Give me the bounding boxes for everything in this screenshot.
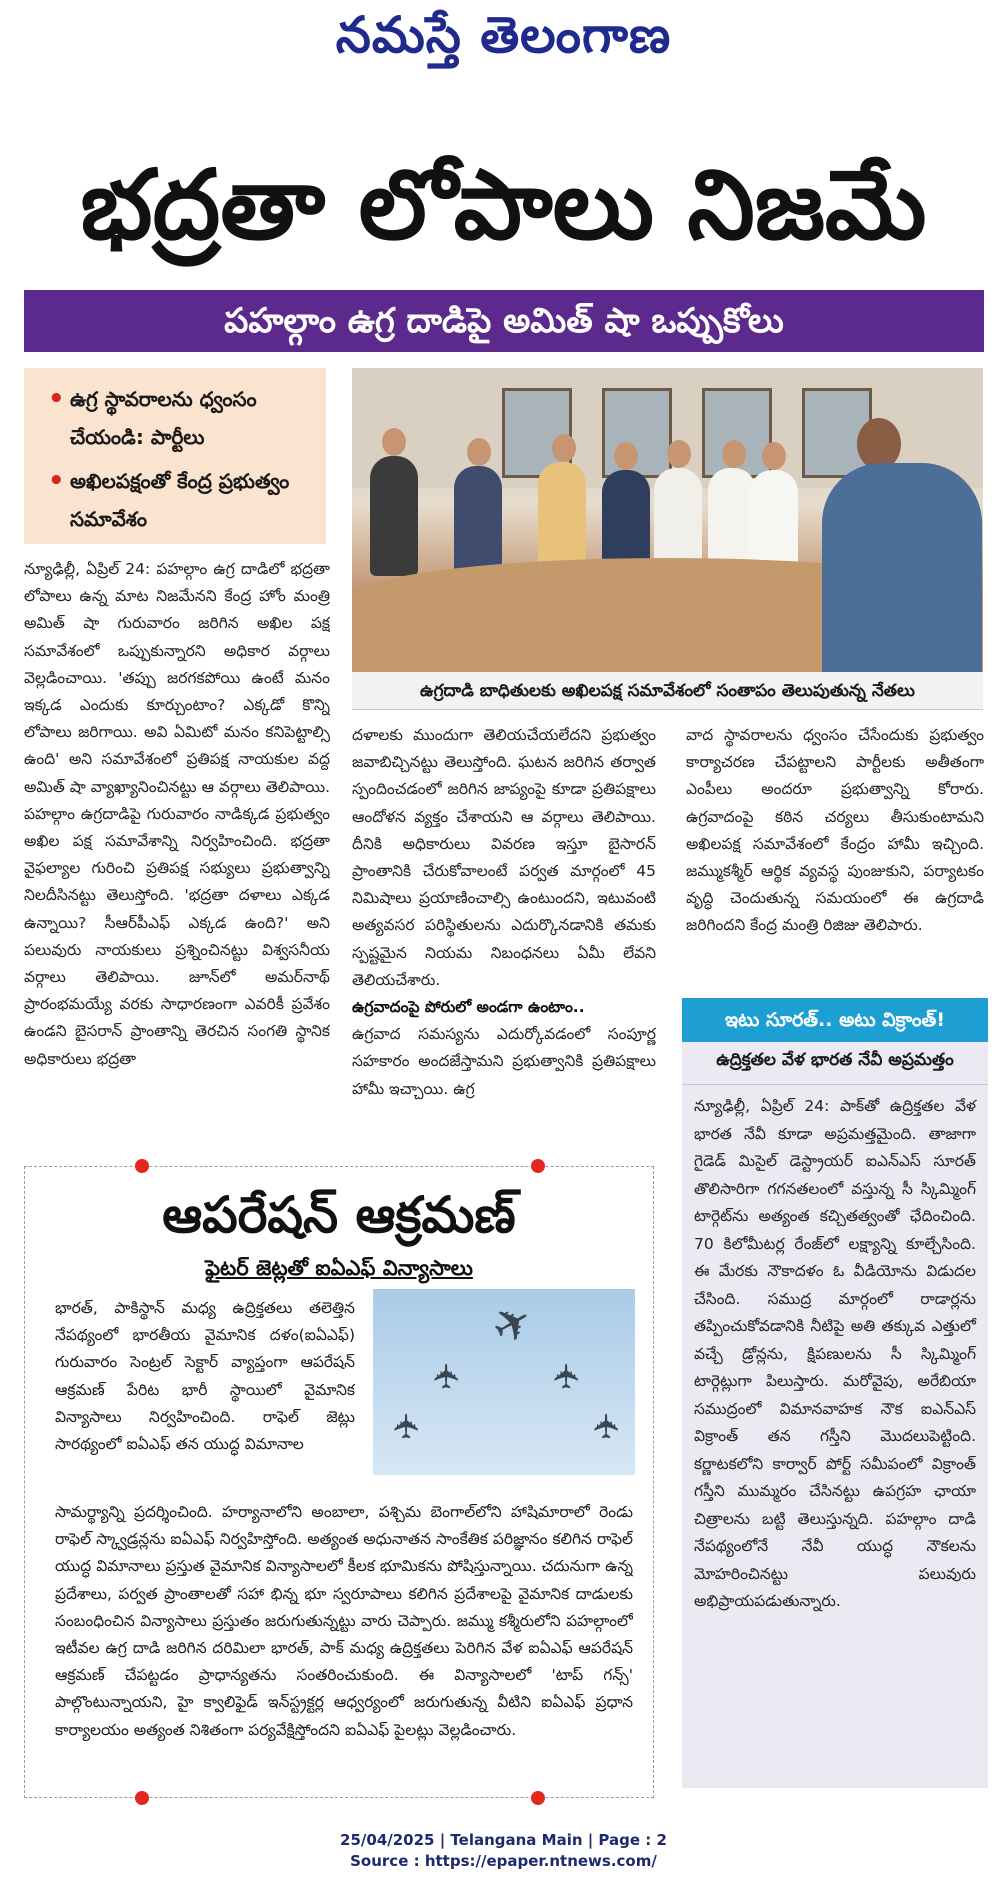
person-figure [370, 456, 418, 576]
person-figure [654, 468, 702, 568]
operation-box [24, 1166, 654, 1798]
meeting-photo [352, 368, 983, 672]
person-figure [454, 466, 502, 576]
person-head [722, 440, 746, 468]
jet-icon: ✈ [587, 1411, 628, 1441]
person-figure [538, 462, 586, 572]
person-head [614, 442, 638, 470]
main-headline: భద్రతా లోపాలు నిజమే [80, 148, 927, 261]
jet-icon: ✈ [482, 1290, 543, 1358]
corner-dot [531, 1791, 545, 1805]
jets-photo [373, 1289, 635, 1475]
person-head [382, 428, 406, 456]
person-figure [708, 468, 756, 568]
jet-icon: ✈ [547, 1361, 588, 1391]
bullet-list [40, 380, 316, 538]
person-head [762, 442, 786, 470]
person-figure [822, 463, 982, 672]
bullet-box [24, 368, 326, 544]
photo-window [602, 388, 672, 478]
main-story-column-1: న్యూఢిల్లీ, ఏప్రిల్ 24: పహల్గాం ఉగ్ర దాడిలో భద్రతా లోపాలు ఉన్న మాట నిజమేనని కేంద్ర హోం మంత్రి అమిత్ షా గురువారం జరిగిన అఖిల పక్ష సమావేశంలో ఒప్పుకున్నారని అధికార వర్గాలు వెల్లడించాయి. 'తప్పు జరగకపోయి ఉంటే మనం ఇక్కడ ఎందుకు కూర్చుంటాం? ఎక్కడో కొన్ని లోపాలు జరిగాయి. అవి ఏమిటో మనం కనిపెట్టాల్సి ఉంది' అని సమావేశంలో ప్రతిపక్ష నాయకుల వద్ద అమిత్ షా వ్యాఖ్యానించినట్టు ఆ వర్గాలు తెలిపాయి. పహల్గాం ఉగ్రదాడిపై గురువారం నాడిక్కడ ప్రభుత్వం అఖిల పక్ష సమావేశాన్ని నిర్వహించింది. భద్రతా వైఫల్యాల గురించి ప్రతిపక్ష సభ్యులు ప్రభుత్వాన్ని నిలదీసినట్టు తెలుస్తోంది. 'భద్రతా దళాలు ఎక్కడ ఉన్నాయి? సీఆర్‌పీఎఫ్ ఎక్కడ ఉంది?' అని పలువురు నాయకులు ప్రశ్నించినట్టు విశ్వసనీయ వర్గాలు తెలిపాయి. జూన్‌లో అమర్‌నాథ్ ప్రారంభమయ్యే వరకు సాధారణంగా ఎవరికీ ప్రవేశం ఉండని బైసరాన్ ప్రాంతాన్ని తెరచిన సంగతి స్థానిక అధికారులు భద్రతా [24, 560, 330, 1068]
subheadline-bar: పహల్గాం ఉగ్ర దాడిపై అమిత్ షా ఒప్పుకోలు [24, 290, 984, 352]
person-figure [750, 470, 798, 566]
operation-text: భారత్, పాకిస్థాన్ మధ్య ఉద్రిక్తతలు తలెత్తిన నేపథ్యంలో భారతీయ వైమానిక దళం(ఐఏఎఫ్) గురువారం సెంట్రల్ సెక్టార్ వ్యాప్తంగా ఆపరేషన్ ఆక్రమణ్ పేరిట భారీ స్థాయిలో వైమానిక విన్యాసాలు నిర్వహించింది. రాఫెల్ జెట్లు సారథ్యంలో ఐఏఎఫ్ తన యుద్ధ విమానాల [55, 1299, 355, 1454]
person-head [667, 440, 691, 468]
main-story-text: దళాలకు ముందుగా తెలియచేయలేదని ప్రభుత్వం జవాబిచ్చినట్టు తెలుస్తోంది. ఘటన జరిగిన తర్వాత స్పందించడంలో జరిగిన జాప్యంపై కూడా ప్రతిపక్షాలు ఆందోళన వ్యక్తం చేశాయని ఆ వర్గాలు తెలిపాయి. దీనికి అధికారులు వివరణ ఇస్తూ బైసారన్ ప్రాంతానికి చేరుకోవాలంటే పర్వత మార్గంలో 45 నిమిషాలు ప్రయాణించాల్సి ఉంటుందని, ఇటువంటి అత్యవసర పరిస్థితులను ఎదుర్కొనడానికి తమకు స్పష్టమైన నియమ నిబంధనలు ఏమీ లేవని తెలియచేశారు. [352, 726, 656, 989]
person-figure [602, 470, 650, 570]
operation-title: ఆపరేషన్ ఆక్రమణ్ [162, 1185, 516, 1244]
operation-subtitle: ఫైటర్ జెట్లతో ఐఏఎఫ్ విన్యాసాలు [205, 1256, 473, 1280]
navy-sidebar [682, 998, 988, 1788]
photo-caption: ఉగ్రదాడి బాధితులకు అఖిలపక్ష సమావేశంలో సంతాపం తెలుపుతున్న నేతలు [352, 672, 983, 710]
main-story-subhead: ఉగ్రవాదంపై పోరులో అండగా ఉంటాం.. [352, 998, 585, 1017]
operation-text: సామర్థ్యాన్ని ప్రదర్శించింది. హర్యానాలోని అంబాలా, పశ్చిమ బెంగాల్‌లోని హాషిమారాలో రెండు రాఫెల్ స్క్వాడ్రన్లను ఐఏఎఫ్ నిర్వహిస్తోంది. అత్యంత అధునాతన సాంకేతిక పరిజ్ఞానం కలిగిన రాఫెల్ యుద్ధ విమానాలు ప్రస్తుత వైమానిక విన్యాసాలలో కీలక భూమికను పోషిస్తున్నాయి. చదునుగా ఉన్న ప్రదేశాలు, పర్వత ప్రాంతాలతో సహా భిన్న భూ స్వరూపాలు కలిగిన ప్రదేశాలపై వైమానిక దాడులకు సంబంధించిన విన్యాసాలు ప్రస్తుతం జరుగుతున్నట్టు వారు చెప్పారు. జమ్ము కశ్మీరులోని పహల్గాంలో ఇటీవల ఉగ్ర దాడి జరిగిన దరిమిలా భారత్, పాక్ మధ్య ఉద్రిక్తతలు పెరిగిన వేళ ఐఏఎఫ్ ఆపరేషన్ ఆక్రమణ్ చేపట్టడం ప్రాధాన్యతను సంతరించుకుంది. ఈ విన్యాసాలలో 'టాప్ గన్స్' పాల్గొంటున్నాయని, హై క్వాలిఫైడ్ ఇన్‌స్ట్రక్టర్ల ఆధ్వర్యంలో జరుగుతున్న వీటిని ఐఏఎఫ్ ప్రధాన కార్యాలయం అత్యంత నిశితంగా పర్యవేక్షిస్తోందని ఐఏఎఫ్ పైలట్లు వెల్లడించారు. [55, 1503, 633, 1739]
sidebar-text: న్యూఢిల్లీ, ఏప్రిల్ 24: పాక్‌తో ఉద్రిక్తతల వేళ భారత నేవీ కూడా అప్రమత్తమైంది. తాజాగా గైడెడ్ మిసైల్ డెస్ట్రాయర్ ఐఎన్ఎస్ సూరత్ తొలిసారిగా గగనతలంలో వస్తున్న సీ స్కిమ్మింగ్ టార్గెట్‌ను అత్యంత కచ్చితత్వంతో ఛేదించింది. 70 కిలోమీటర్ల రేంజ్‌లో లక్ష్యాన్ని కూల్చేసింది. ఈ మేరకు నౌకాదళం ఓ వీడియోను విడుదల చేసింది. సముద్ర మార్గంలో రాడార్లను తప్పించుకోవడానికి నీటిపై అతి తక్కువ ఎత్తులో వచ్చే డ్రోన్లను, క్షిపణులను సీ స్కిమ్మింగ్ టార్గెట్లుగా పిలుస్తారు. మరోవైపు, అరేబియా సముద్రంలో విమానవాహక నౌక ఐఎన్ఎస్ విక్రాంత్ తన గస్తీని మొదలుపెట్టింది. కర్ణాటకలోని కార్వార్ పోర్ట్ సమీపంలో విక్రాంత్ గస్తీని ముమ్మరం చేసినట్టు ఉపగ్రహ ఛాయా చిత్రాలను బట్టి తెలుస్తున్నది. పహల్గాం దాడి నేపథ్యంలోనే నేవీ యుద్ధ నౌకలను మోహరించినట్టు పలువురు అభిప్రాయపడుతున్నారు. [694, 1097, 976, 1610]
jet-icon: ✈ [427, 1361, 468, 1391]
corner-dot [135, 1791, 149, 1805]
footer-date-line: 25/04/2025 | Telangana Main | Page : 2 [340, 1831, 667, 1849]
corner-dot [531, 1159, 545, 1173]
footer-source-line: Source : https://epaper.ntnews.com/ [350, 1852, 657, 1870]
bullet-item: • అఖిలపక్షంతో కేంద్ర ప్రభుత్వం సమావేశం [40, 462, 316, 538]
sidebar-subtitle: ఉద్రిక్తతల వేళ భారత నేవీ అప్రమత్తం [682, 1042, 988, 1085]
person-head [467, 438, 491, 466]
bullet-item: • ఉగ్ర స్థావరాలను ధ్వంసం చేయండి: పార్టీలు [40, 380, 316, 456]
jet-icon: ✈ [387, 1411, 428, 1441]
person-head [552, 434, 576, 462]
corner-dot [135, 1159, 149, 1173]
sidebar-title: ఇటు సూరత్.. అటు విక్రాంత్! [682, 998, 988, 1042]
main-story-text: ఉగ్రవాద సమస్యను ఎదుర్కోవడంలో సంపూర్ణ సహకారం అందజేస్తామని ప్రభుత్వానికి ప్రతిపక్షాలు హామీ ఇచ్చాయి. ఉగ్ర [352, 1025, 656, 1098]
main-story-column-2 [352, 722, 656, 1146]
page-footer [0, 1830, 1007, 1872]
masthead-logo: నమస్తే తెలంగాణ [335, 5, 672, 64]
main-story-column-3: వాద స్థావరాలను ధ్వంసం చేసేందుకు ప్రభుత్వం కార్యాచరణ చేపట్టాలని పార్టీలకు అతీతంగా ఎంపీలు అందరూ ప్రభుత్వాన్ని కోరారు. ఉగ్రవాదంపై కఠిన చర్యలు తీసుకుంటామని అఖిలపక్ష సమావేశంలో కేంద్రం హామీ ఇచ్చింది. జమ్ముకశ్మీర్ ఆర్థిక వ్యవస్థ పుంజుకుని, పర్యాటకం వృద్ధి చెందుతున్న సమయంలో ఈ ఉగ్రదాడి జరిగిందని కేంద్ర మంత్రి రిజిజు తెలిపారు. [686, 726, 984, 935]
